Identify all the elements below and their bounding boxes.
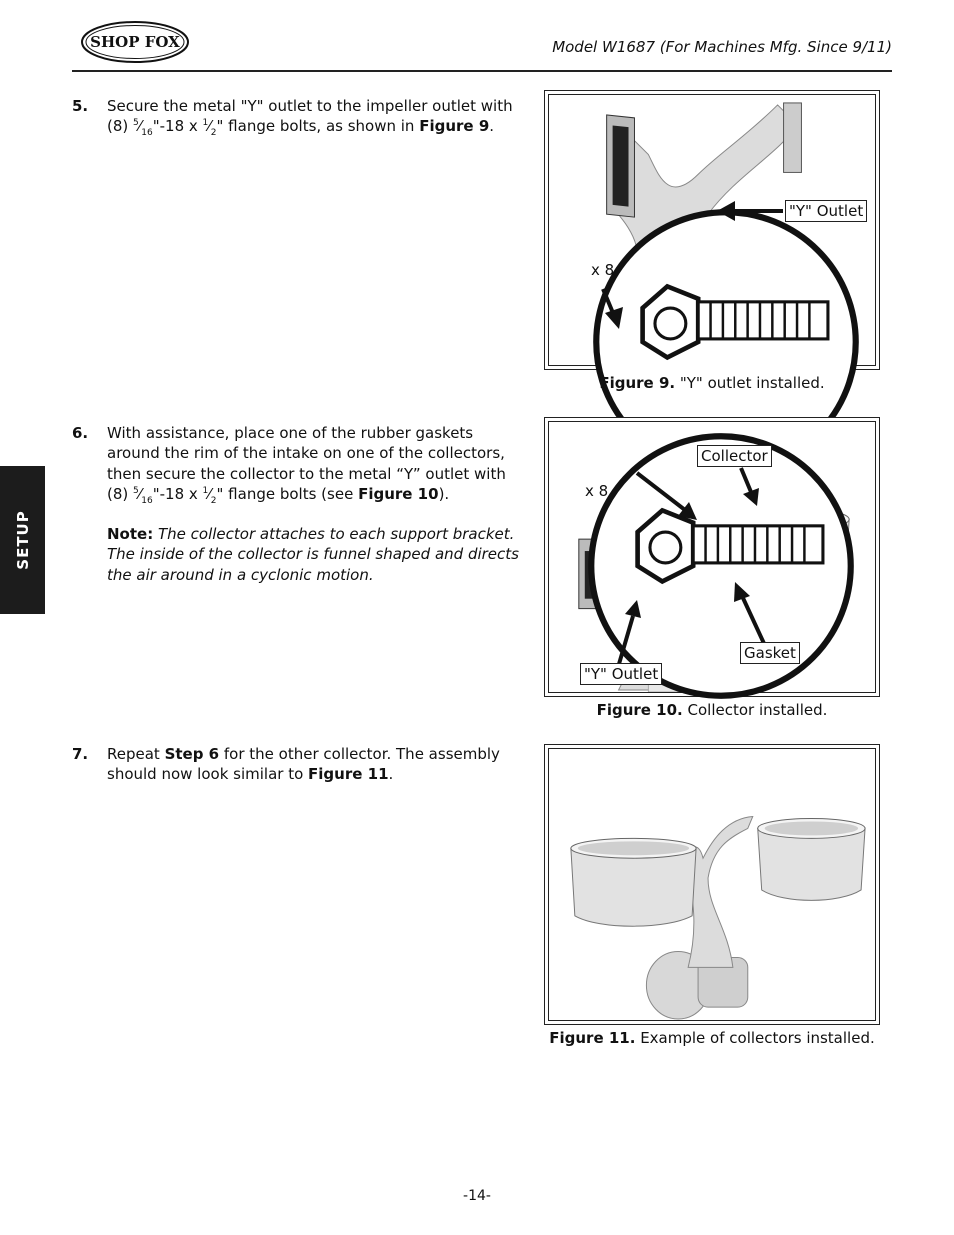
section-tab-label: SETUP [13,510,32,570]
figure-caption-text: Example of collectors installed. [640,1029,875,1047]
note-text: The collector attaches to each support bracket. The inside of the collector is funnel shaped and directs the air around in a cyclonic motion. [107,525,519,584]
figure-caption-text: Collector installed. [687,701,828,719]
step-text: With assistance, place one of the rubber gaskets around the rim of the intake on one of the collectors, then secure the collector to the metal “Y” outlet with (8) $^5⁄_{16}"-18$ x $^1⁄_2$" flange bolts (see Figure 10). [107,424,506,506]
step-6 [72,423,522,585]
note [107,524,522,585]
figure-label: Figure 11. [549,1029,636,1047]
bolt-count-label: x 8 [585,482,609,500]
step-number: 5. [72,97,89,115]
shop-fox-logo [80,20,190,64]
y-outlet-callout: "Y" Outlet [580,663,662,685]
figure-reference: Figure 10 [358,484,439,503]
figure-label: Figure 10. [596,701,683,719]
step-7 [72,744,522,785]
collector-callout: Collector [697,445,772,467]
figure-11-frame [544,744,880,1025]
step-text: Repeat Step 6 for the other collector. The assembly should now look similar to Figure 11. [107,745,500,784]
gasket-callout: Gasket [740,642,800,664]
figure-caption-text: "Y" outlet installed. [679,374,825,392]
bolt-count-label: x 8 [591,261,615,279]
figure-10-frame [544,417,880,697]
note-label: Note: [107,525,154,544]
step-5 [72,96,522,137]
step-reference: Step 6 [164,745,220,763]
step-text: Secure the metal "Y" outlet to the impeller outlet with (8) $^5⁄_{16}"-18$ x $^1⁄_2$" flange bolts, as shown in Figure 9. [107,97,513,139]
svg-text:SHOP FOX: SHOP FOX [90,33,180,51]
page-number: -14- [463,1188,491,1204]
figure-reference: Figure 9 [419,117,490,136]
header-rule [72,70,892,72]
step-number: 6. [72,424,89,442]
figure-11-caption [544,1029,880,1047]
figure-10-caption [544,701,880,719]
model-header: Model W1687 (For Machines Mfg. Since 9/11) [552,38,892,56]
figure-11-image [548,748,876,1021]
callout-arrows [545,91,879,369]
figure-9-caption [544,374,880,392]
y-outlet-callout: "Y" Outlet [785,200,867,222]
section-tab [0,466,45,614]
figure-reference: Figure 11 [308,765,389,784]
step-number: 7. [72,745,89,763]
figure-9-frame [544,90,880,370]
figure-label: Figure 9. [599,374,676,392]
